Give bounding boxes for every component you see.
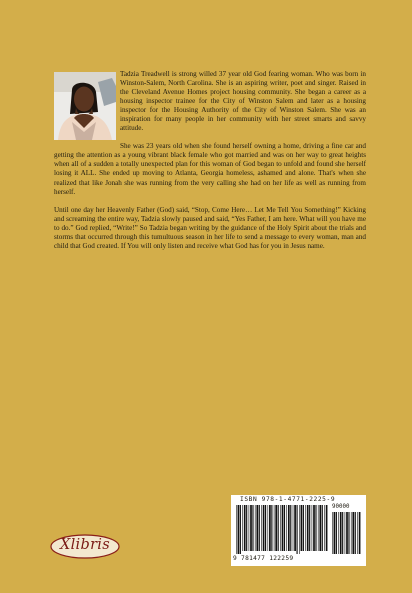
barcode-addon-text: 90000 (332, 504, 350, 510)
bio-paragraph-2: She was 23 years old when she found herself owning a home, driving a fine car and getting the attention as a young vibrant black female who got married and was on her way to great heights when all of a sudden a totally unexpected plan for this woman of God began to unfold and found she herself losing it ALL. She ended up moving to Atlanta, Georgia homeless, ashamed and alone. That's when she realized that like Jonah she was running from the very calling she had on her life as well as running from herself. (54, 142, 366, 196)
ean-barcode-bars (235, 505, 329, 555)
publisher-logo-text: Xlibris (60, 537, 110, 553)
isbn-barcode (231, 495, 366, 566)
bio-paragraph-1 (54, 70, 366, 133)
bio-paragraph-1-text: Tadzia Treadwell is strong willed 37 year old God fearing woman. Who was born in Winston-Salem, North Carolina. She is an aspiring writer, poet and singer. Raised in the Cleveland Avenue Homes project housing community. She began a career as a housing inspector trainee for the City of Winston Salem and later as a housing inspector for the Housing Authority of the City of Winston Salem. She was an inspiration for many people in her community with her street smarts and savvy attitude. (120, 70, 366, 133)
publisher-logo (50, 534, 120, 559)
isbn-text: ISBN 978-1-4771-2225-9 (240, 496, 336, 503)
addon-barcode-bars (331, 512, 362, 555)
ean-digits-text: 9 781477 122259 (233, 555, 294, 562)
bio-paragraph-3: Until one day her Heavenly Father (God) said, “Stop, Come Here… Let Me Tell You Something!” Kicking and screaming the entire way, Tadzia slowly paused and said, “Yes Father, I am here. What will you have me to do.” God replied, “Write!” So Tadzia began writing by the guidance of the Holy Spirit about the trials and storms that occurred through this tumultuous season in her life to send a message to every woman, man and child that God created. If You will only listen and receive what God has for you in Jesus name. (54, 205, 366, 250)
author-bio (54, 70, 366, 260)
